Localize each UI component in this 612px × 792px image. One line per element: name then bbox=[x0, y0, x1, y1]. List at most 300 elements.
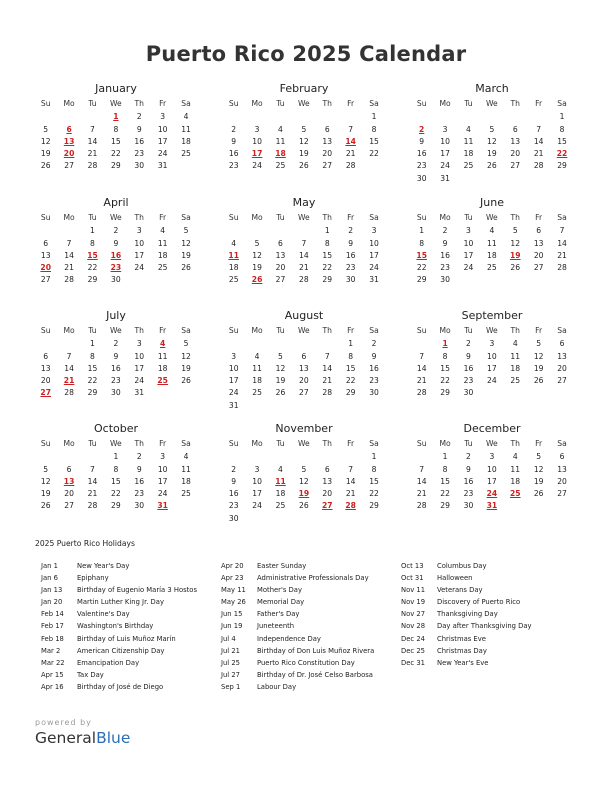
day: 18 bbox=[157, 363, 168, 373]
day: 17 bbox=[157, 136, 168, 146]
day: 31 bbox=[157, 161, 168, 171]
day: 4 bbox=[512, 452, 518, 462]
day: 1 bbox=[371, 112, 377, 122]
day: 1 bbox=[324, 226, 330, 236]
weekday-header: Fr bbox=[347, 213, 355, 222]
empty-day bbox=[81, 111, 104, 123]
month-may bbox=[222, 196, 386, 287]
weekday-header: We bbox=[485, 213, 498, 222]
day: 16 bbox=[463, 363, 474, 373]
holiday-day: 25 bbox=[157, 376, 168, 386]
weekday-header: Th bbox=[322, 213, 332, 222]
generalblue-logo[interactable] bbox=[35, 729, 130, 747]
holidays-title: 2025 Puerto Rico Holidays bbox=[35, 539, 135, 548]
day: 13 bbox=[557, 464, 567, 474]
day: 8 bbox=[348, 351, 354, 361]
holiday-date: Apr 15 bbox=[41, 670, 64, 679]
day: 24 bbox=[252, 161, 262, 171]
day: 9 bbox=[231, 136, 237, 146]
weekday-header: Mo bbox=[251, 99, 263, 108]
weekday-header: Su bbox=[228, 213, 239, 222]
holiday-row bbox=[401, 596, 532, 608]
day: 3 bbox=[254, 124, 260, 134]
day: 17 bbox=[487, 363, 497, 373]
empty-day bbox=[34, 225, 57, 237]
day: 4 bbox=[254, 351, 260, 361]
weekday-header: Su bbox=[40, 99, 51, 108]
day: 22 bbox=[440, 489, 450, 499]
day: 15 bbox=[322, 250, 333, 260]
weekday-header: We bbox=[485, 99, 498, 108]
day: 13 bbox=[40, 250, 51, 260]
holiday-row bbox=[41, 572, 197, 584]
holiday-name: Halloween bbox=[437, 574, 473, 583]
weekday-header: Tu bbox=[276, 326, 285, 335]
holiday-date: Jul 25 bbox=[221, 658, 241, 667]
day: 18 bbox=[510, 476, 521, 486]
holiday-row bbox=[401, 620, 532, 632]
day: 24 bbox=[157, 489, 168, 499]
month-name: September bbox=[461, 309, 523, 322]
day: 17 bbox=[157, 476, 168, 486]
empty-day bbox=[222, 111, 245, 123]
empty-day bbox=[57, 338, 80, 350]
holiday-day: 1 bbox=[113, 112, 119, 122]
weekday-header: Mo bbox=[251, 213, 263, 222]
day: 23 bbox=[416, 161, 427, 171]
weekday-header: Mo bbox=[439, 439, 451, 448]
empty-day bbox=[222, 225, 245, 237]
day: 21 bbox=[533, 149, 544, 159]
day: 4 bbox=[160, 226, 166, 236]
weekday-header: Mo bbox=[63, 99, 75, 108]
day: 10 bbox=[134, 238, 145, 248]
month-days-grid bbox=[34, 98, 198, 173]
day: 28 bbox=[416, 501, 427, 511]
day: 19 bbox=[181, 250, 191, 260]
holiday-day: 4 bbox=[160, 339, 166, 349]
weekday-header: Fr bbox=[347, 439, 355, 448]
weekday-header: We bbox=[109, 99, 122, 108]
weekday-header: Fr bbox=[159, 213, 167, 222]
day: 10 bbox=[157, 464, 168, 474]
day: 20 bbox=[322, 489, 333, 499]
day: 13 bbox=[275, 250, 286, 260]
day: 22 bbox=[87, 376, 98, 386]
weekday-header: Fr bbox=[347, 99, 355, 108]
holiday-date: Jun 15 bbox=[221, 610, 243, 619]
day: 29 bbox=[369, 501, 379, 511]
day: 23 bbox=[228, 501, 239, 511]
footer bbox=[35, 718, 130, 747]
day: 16 bbox=[228, 149, 239, 159]
day: 13 bbox=[557, 351, 567, 361]
month-october bbox=[34, 422, 198, 513]
holiday-name: Columbus Day bbox=[437, 562, 487, 570]
day: 14 bbox=[416, 476, 427, 486]
day: 25 bbox=[181, 149, 191, 159]
day: 24 bbox=[369, 263, 379, 273]
holiday-day: 27 bbox=[40, 388, 51, 398]
day: 2 bbox=[466, 452, 471, 462]
day: 16 bbox=[111, 363, 121, 373]
month-july bbox=[34, 309, 198, 400]
weekday-header: Th bbox=[510, 99, 520, 108]
weekday-header: Mo bbox=[439, 99, 451, 108]
holiday-day: 17 bbox=[251, 149, 263, 159]
holiday-day: 13 bbox=[63, 476, 75, 486]
holiday-name: Birthday of José de Diego bbox=[77, 682, 164, 691]
weekday-header: Tu bbox=[276, 99, 285, 108]
day: 4 bbox=[183, 452, 189, 462]
holiday-row bbox=[41, 620, 197, 632]
holiday-day: 22 bbox=[556, 149, 568, 159]
day: 5 bbox=[183, 339, 189, 349]
day: 1 bbox=[559, 112, 565, 122]
day: 2 bbox=[442, 226, 448, 236]
holiday-row bbox=[41, 669, 197, 681]
day: 4 bbox=[466, 124, 471, 134]
day: 22 bbox=[440, 376, 450, 386]
empty-day bbox=[339, 451, 362, 463]
weekday-header: Sa bbox=[181, 439, 191, 448]
day: 30 bbox=[134, 161, 145, 171]
day: 23 bbox=[134, 149, 145, 159]
holiday-row bbox=[41, 633, 197, 645]
day: 29 bbox=[345, 388, 356, 398]
day: 30 bbox=[228, 513, 239, 523]
day: 6 bbox=[536, 226, 542, 236]
day: 13 bbox=[510, 136, 521, 146]
day: 19 bbox=[533, 476, 544, 486]
empty-day bbox=[457, 111, 480, 123]
day: 17 bbox=[487, 476, 497, 486]
day: 8 bbox=[324, 238, 330, 248]
day: 8 bbox=[90, 238, 95, 248]
day: 20 bbox=[299, 376, 309, 386]
holiday-row bbox=[221, 681, 374, 693]
holiday-day: 28 bbox=[345, 501, 356, 511]
holiday-row bbox=[221, 572, 374, 584]
day: 23 bbox=[369, 376, 379, 386]
day: 14 bbox=[345, 476, 356, 486]
day: 17 bbox=[252, 489, 262, 499]
day: 30 bbox=[416, 173, 427, 183]
holiday-name: New Year's Eve bbox=[437, 658, 489, 667]
day: 26 bbox=[533, 376, 544, 386]
day: 11 bbox=[181, 464, 191, 474]
day: 5 bbox=[43, 124, 49, 134]
empty-day bbox=[57, 451, 80, 463]
month-name: November bbox=[275, 422, 333, 435]
weekday-header: Th bbox=[134, 439, 144, 448]
day: 6 bbox=[324, 124, 330, 134]
day: 16 bbox=[345, 250, 356, 260]
day: 18 bbox=[487, 250, 497, 260]
weekday-header: Th bbox=[134, 99, 144, 108]
brand-blue: Blue bbox=[96, 729, 131, 747]
holiday-name: Independence Day bbox=[257, 634, 321, 643]
day: 28 bbox=[87, 501, 98, 511]
day: 21 bbox=[87, 149, 98, 159]
month-days-grid bbox=[222, 98, 386, 173]
holiday-day: 24 bbox=[486, 489, 498, 499]
powered-by-text: powered by bbox=[35, 718, 92, 727]
empty-day bbox=[222, 451, 245, 463]
weekday-header: Su bbox=[416, 439, 427, 448]
day: 5 bbox=[254, 238, 260, 248]
weekday-header: Fr bbox=[535, 439, 543, 448]
weekday-header: Fr bbox=[159, 439, 167, 448]
holiday-day: 6 bbox=[66, 124, 72, 134]
day: 28 bbox=[533, 161, 544, 171]
holiday-row bbox=[401, 560, 532, 572]
day: 27 bbox=[299, 388, 309, 398]
day: 22 bbox=[369, 489, 379, 499]
holiday-date: Jan 13 bbox=[41, 586, 63, 595]
day: 9 bbox=[371, 351, 377, 361]
day: 26 bbox=[181, 263, 191, 273]
day: 4 bbox=[231, 238, 237, 248]
day: 17 bbox=[369, 250, 379, 260]
day: 21 bbox=[416, 489, 427, 499]
day: 26 bbox=[510, 263, 521, 273]
empty-day bbox=[316, 451, 339, 463]
day: 30 bbox=[111, 388, 121, 398]
day: 24 bbox=[157, 149, 168, 159]
month-name: February bbox=[279, 82, 329, 95]
holiday-date: Jul 4 bbox=[221, 634, 236, 643]
day: 16 bbox=[416, 149, 427, 159]
month-name: August bbox=[284, 309, 324, 322]
holiday-row bbox=[221, 584, 374, 596]
day: 23 bbox=[440, 263, 450, 273]
month-days-grid bbox=[410, 438, 574, 513]
day: 12 bbox=[533, 464, 544, 474]
holiday-row bbox=[41, 681, 197, 693]
day: 15 bbox=[345, 363, 356, 373]
empty-day bbox=[34, 451, 57, 463]
day: 10 bbox=[369, 238, 379, 248]
empty-day bbox=[292, 111, 315, 123]
day: 14 bbox=[87, 476, 98, 486]
day: 27 bbox=[64, 161, 74, 171]
day: 19 bbox=[275, 376, 286, 386]
day: 29 bbox=[87, 275, 98, 285]
day: 22 bbox=[111, 489, 121, 499]
day: 14 bbox=[533, 136, 544, 146]
day: 12 bbox=[299, 476, 309, 486]
day: 19 bbox=[252, 263, 262, 273]
day: 19 bbox=[533, 363, 544, 373]
day: 11 bbox=[487, 238, 497, 248]
weekday-header: Sa bbox=[369, 99, 379, 108]
day: 9 bbox=[348, 238, 354, 248]
weekday-header: Fr bbox=[159, 99, 167, 108]
weekday-header: Tu bbox=[464, 439, 473, 448]
day: 26 bbox=[40, 161, 51, 171]
day: 20 bbox=[322, 149, 333, 159]
day: 5 bbox=[489, 124, 495, 134]
day: 21 bbox=[299, 263, 309, 273]
weekday-header: Th bbox=[322, 99, 332, 108]
weekday-header: Tu bbox=[88, 439, 97, 448]
day: 19 bbox=[487, 149, 497, 159]
day: 25 bbox=[252, 388, 262, 398]
day: 25 bbox=[487, 263, 497, 273]
day: 8 bbox=[90, 351, 95, 361]
month-name: May bbox=[292, 196, 316, 209]
holiday-date: Oct 13 bbox=[401, 562, 424, 570]
day: 18 bbox=[275, 489, 286, 499]
day: 26 bbox=[299, 501, 309, 511]
day: 31 bbox=[369, 275, 379, 285]
holiday-name: Birthday of Dr. José Celso Barbosa bbox=[257, 670, 373, 679]
day: 11 bbox=[275, 136, 286, 146]
weekday-header: Fr bbox=[535, 326, 543, 335]
day: 12 bbox=[40, 136, 51, 146]
day: 25 bbox=[463, 161, 474, 171]
month-january bbox=[34, 82, 198, 173]
weekday-header: Su bbox=[228, 99, 239, 108]
day: 22 bbox=[345, 376, 356, 386]
day: 4 bbox=[489, 226, 495, 236]
day: 16 bbox=[228, 489, 239, 499]
day: 27 bbox=[275, 275, 286, 285]
day: 27 bbox=[64, 501, 74, 511]
month-days-grid bbox=[410, 325, 574, 400]
holiday-day: 27 bbox=[321, 501, 333, 511]
holiday-name: Easter Sunday bbox=[257, 562, 307, 570]
month-days-grid bbox=[222, 325, 386, 412]
day: 31 bbox=[440, 173, 450, 183]
empty-day bbox=[433, 111, 456, 123]
weekday-header: Su bbox=[40, 213, 51, 222]
weekday-header: Sa bbox=[181, 99, 191, 108]
day: 2 bbox=[466, 339, 471, 349]
day: 24 bbox=[463, 263, 474, 273]
day: 10 bbox=[228, 363, 239, 373]
brand-general: General bbox=[35, 729, 97, 747]
holiday-row bbox=[221, 596, 374, 608]
empty-day bbox=[57, 225, 80, 237]
day: 9 bbox=[231, 476, 237, 486]
weekday-header: Su bbox=[416, 213, 427, 222]
day: 18 bbox=[252, 376, 262, 386]
holiday-day: 11 bbox=[228, 250, 239, 260]
day: 21 bbox=[87, 489, 98, 499]
day: 5 bbox=[183, 226, 189, 236]
day: 9 bbox=[136, 124, 142, 134]
day: 21 bbox=[345, 149, 356, 159]
holidays-column bbox=[221, 560, 374, 693]
day: 12 bbox=[510, 238, 521, 248]
day: 6 bbox=[559, 452, 565, 462]
page-title: Puerto Rico 2025 Calendar bbox=[145, 42, 467, 66]
day: 6 bbox=[66, 464, 72, 474]
day: 29 bbox=[111, 501, 121, 511]
month-name: October bbox=[93, 422, 139, 435]
day: 16 bbox=[134, 476, 145, 486]
day: 5 bbox=[43, 464, 49, 474]
holiday-row bbox=[401, 584, 532, 596]
day: 9 bbox=[113, 238, 119, 248]
weekday-header: Mo bbox=[251, 326, 263, 335]
day: 12 bbox=[252, 250, 262, 260]
holiday-day: 15 bbox=[87, 250, 98, 260]
day: 26 bbox=[275, 388, 286, 398]
day: 5 bbox=[301, 124, 307, 134]
weekday-header: We bbox=[297, 326, 310, 335]
day: 1 bbox=[442, 452, 448, 462]
day: 18 bbox=[181, 136, 191, 146]
day: 5 bbox=[301, 464, 307, 474]
weekday-header: We bbox=[297, 213, 310, 222]
holiday-name: Memorial Day bbox=[257, 598, 305, 607]
holiday-date: Apr 20 bbox=[221, 562, 244, 570]
day: 14 bbox=[87, 136, 98, 146]
holiday-row bbox=[401, 572, 532, 584]
day: 15 bbox=[369, 476, 379, 486]
day: 9 bbox=[113, 351, 119, 361]
month-february bbox=[222, 82, 386, 173]
day: 6 bbox=[278, 238, 283, 248]
day: 30 bbox=[111, 275, 121, 285]
day: 11 bbox=[510, 464, 521, 474]
holiday-date: Feb 18 bbox=[41, 634, 64, 643]
day: 1 bbox=[90, 226, 95, 236]
day: 14 bbox=[64, 250, 74, 260]
day: 28 bbox=[345, 161, 356, 171]
day: 14 bbox=[299, 250, 309, 260]
holiday-row bbox=[221, 669, 374, 681]
weekday-header: Mo bbox=[439, 213, 451, 222]
day: 26 bbox=[40, 501, 51, 511]
holiday-name: Birthday of Don Luis Muñoz Rivera bbox=[257, 646, 375, 655]
weekday-header: Sa bbox=[557, 99, 567, 108]
day: 27 bbox=[557, 489, 567, 499]
weekday-header: Sa bbox=[369, 326, 379, 335]
day: 27 bbox=[533, 263, 544, 273]
weekday-header: Tu bbox=[464, 326, 473, 335]
weekday-header: Sa bbox=[557, 326, 567, 335]
day: 24 bbox=[487, 376, 497, 386]
weekday-header: We bbox=[109, 213, 122, 222]
day: 6 bbox=[43, 238, 49, 248]
day: 6 bbox=[559, 339, 565, 349]
day: 19 bbox=[181, 363, 191, 373]
holiday-day: 13 bbox=[63, 136, 75, 146]
holiday-name: Christmas Day bbox=[437, 646, 487, 655]
day: 7 bbox=[90, 124, 95, 134]
empty-day bbox=[480, 111, 503, 123]
day: 27 bbox=[40, 275, 51, 285]
day: 3 bbox=[442, 124, 448, 134]
holiday-row bbox=[401, 633, 532, 645]
holiday-name: Administrative Professionals Day bbox=[257, 574, 369, 583]
day: 8 bbox=[113, 464, 119, 474]
weekday-header: Th bbox=[510, 213, 520, 222]
day: 16 bbox=[134, 136, 145, 146]
day: 20 bbox=[510, 149, 521, 159]
empty-day bbox=[292, 225, 315, 237]
month-name: July bbox=[106, 309, 126, 322]
day: 19 bbox=[40, 149, 51, 159]
weekday-header: Sa bbox=[557, 439, 567, 448]
holiday-day: 20 bbox=[63, 149, 75, 159]
day: 11 bbox=[157, 238, 168, 248]
day: 22 bbox=[322, 263, 333, 273]
